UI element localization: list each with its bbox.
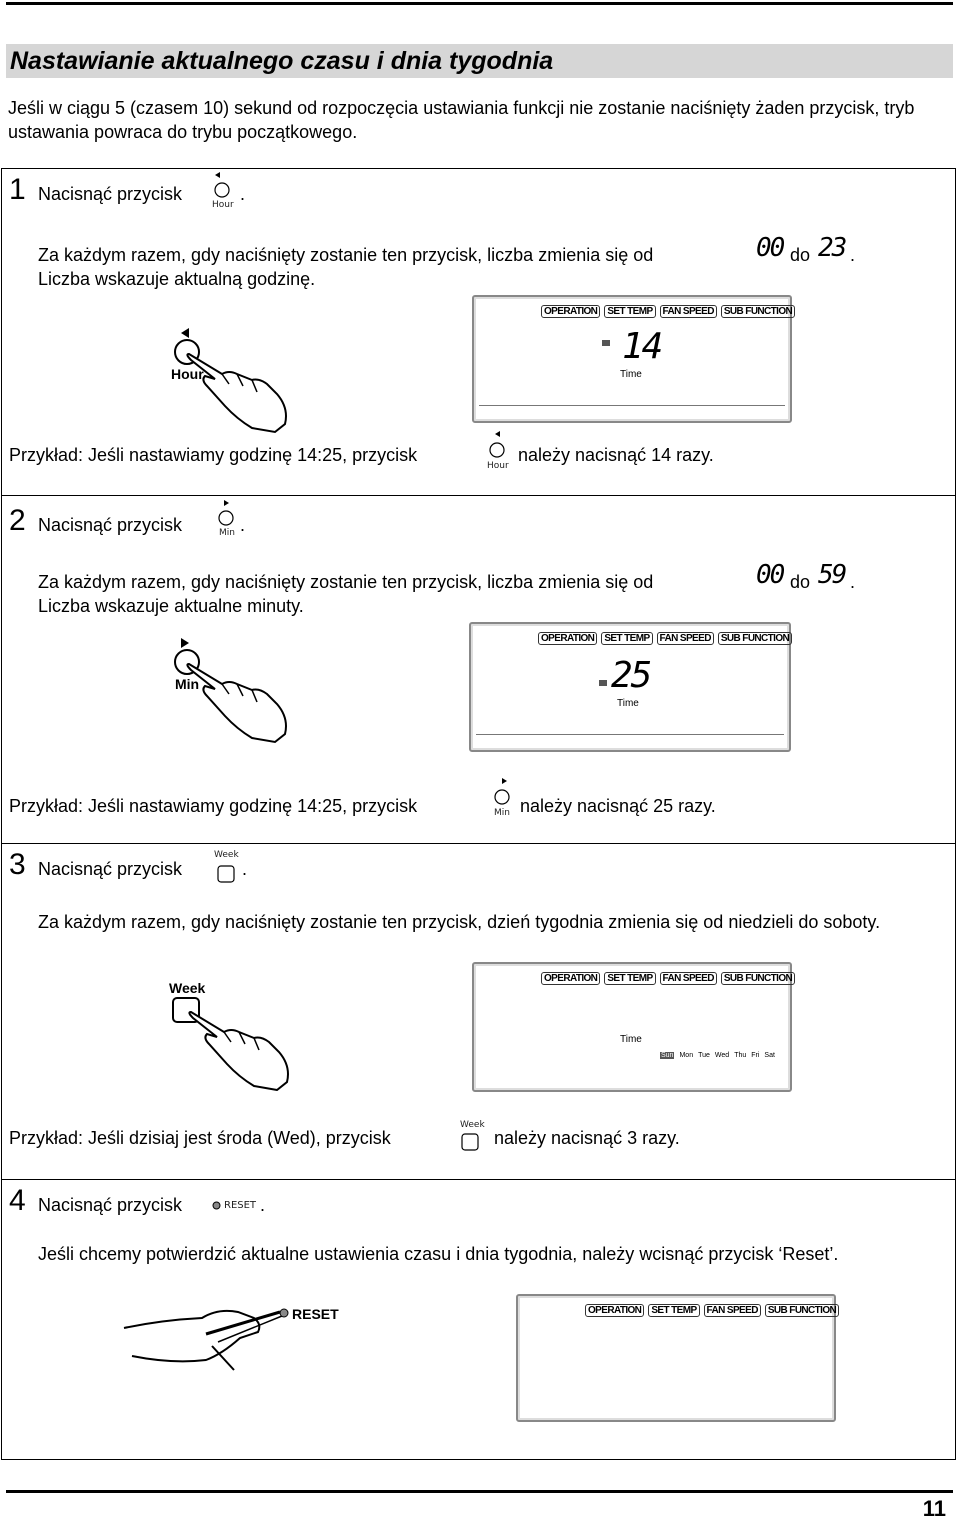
min-button-icon bbox=[490, 776, 518, 820]
hour-illustration-label: Hour bbox=[171, 366, 204, 382]
seg-digits-to: 23 bbox=[818, 233, 846, 263]
step-description: Za każdym razem, gdy naciśnięty zostanie ten przycisk, liczba zmienia się od bbox=[38, 245, 654, 265]
time-indicator-icon bbox=[602, 340, 610, 346]
step-description: Jeśli chcemy potwierdzić aktualne ustawienia czasu i dnia tygodnia, należy wcisnąć przycisk ‘Reset’. bbox=[38, 1244, 839, 1264]
week-label: Week bbox=[460, 1120, 485, 1130]
panel-label: SUB FUNCTION bbox=[718, 632, 792, 645]
time-label: Time bbox=[620, 1034, 642, 1045]
week-button-icon bbox=[212, 850, 242, 886]
min-label: Min bbox=[219, 528, 235, 538]
weekday-tue: Tue bbox=[698, 1052, 710, 1059]
panel-label: OPERATION bbox=[585, 1304, 644, 1317]
step-number: 3 bbox=[9, 848, 26, 881]
title-bar bbox=[6, 44, 953, 78]
week-label: Week bbox=[214, 850, 239, 860]
to-word: do bbox=[790, 245, 811, 265]
panel-label: SET TEMP bbox=[604, 305, 655, 318]
panel-label: SUB FUNCTION bbox=[721, 972, 795, 985]
time-display-value: 14 bbox=[622, 326, 662, 367]
example-text-end: należy nacisnąć 3 razy. bbox=[494, 1128, 680, 1148]
weekday-sun: Sun bbox=[661, 1052, 674, 1059]
press-label: Nacisnąć przycisk bbox=[38, 859, 183, 879]
hand-pressing-min-illustration bbox=[167, 634, 302, 744]
intro-paragraph: Jeśli w ciągu 5 (czasem 10) sekund od rozpoczęcia ustawiania funkcji nie zostanie naciśnięty żaden przycisk, tryb ustawania powraca do trybu początkowego. bbox=[8, 98, 915, 142]
hand-with-pen-illustration bbox=[122, 1298, 352, 1378]
step-2-box bbox=[1, 495, 956, 843]
min-illustration-label: Min bbox=[175, 676, 200, 692]
bottom-rule bbox=[6, 1490, 953, 1493]
panel-label: FAN SPEED bbox=[704, 1304, 761, 1317]
page-number: 11 bbox=[922, 1496, 946, 1521]
step-4-box bbox=[1, 1179, 956, 1460]
hand-pressing-week-illustration bbox=[167, 976, 302, 1091]
panel-label: FAN SPEED bbox=[660, 305, 717, 318]
seg-digits-from: 00 bbox=[756, 560, 784, 590]
weekday-fri: Fri bbox=[751, 1052, 760, 1059]
period: . bbox=[850, 245, 856, 265]
weekday-thu: Thu bbox=[734, 1052, 747, 1059]
weekday-sat: Sat bbox=[764, 1052, 775, 1059]
weekday-wed: Wed bbox=[714, 1052, 730, 1059]
display-panel bbox=[472, 295, 792, 423]
panel-label: SUB FUNCTION bbox=[765, 1304, 839, 1317]
example-text: Przykład: Jeśli dzisiaj jest środa (Wed), przycisk bbox=[9, 1128, 391, 1148]
example-text-end: należy nacisnąć 25 razy. bbox=[520, 796, 716, 816]
step-1-box bbox=[1, 168, 956, 495]
step-number: 2 bbox=[9, 504, 26, 537]
press-label: Nacisnąć przycisk bbox=[38, 515, 183, 535]
display-panel bbox=[516, 1294, 836, 1422]
step-3-box bbox=[1, 843, 956, 1179]
min-button-icon bbox=[214, 498, 242, 540]
panel-label: SET TEMP bbox=[604, 972, 655, 985]
step-number: 1 bbox=[9, 173, 26, 206]
time-label: Time bbox=[617, 698, 639, 709]
period: . bbox=[240, 515, 246, 535]
panel-label: FAN SPEED bbox=[660, 972, 717, 985]
panel-label: SUB FUNCTION bbox=[721, 305, 795, 318]
seg-digits-to: 59 bbox=[818, 560, 846, 590]
reset-illustration-label: RESET bbox=[292, 1306, 339, 1322]
top-rule bbox=[6, 2, 953, 5]
panel-label: OPERATION bbox=[541, 972, 600, 985]
step-description: Za każdym razem, gdy naciśnięty zostanie ten przycisk, dzień tygodnia zmienia się od niedzieli do soboty. bbox=[38, 912, 881, 932]
period: . bbox=[240, 184, 246, 204]
reset-button-icon bbox=[212, 1198, 264, 1212]
to-word: do bbox=[790, 572, 811, 592]
step-number: 4 bbox=[9, 1184, 26, 1217]
panel-label: OPERATION bbox=[538, 632, 597, 645]
panel-label: FAN SPEED bbox=[657, 632, 714, 645]
press-label: Nacisnąć przycisk bbox=[38, 184, 183, 204]
hour-button-icon bbox=[486, 429, 514, 473]
panel-label: OPERATION bbox=[541, 305, 600, 318]
example-text: Przykład: Jeśli nastawiamy godzinę 14:25, przycisk bbox=[9, 445, 418, 465]
period: . bbox=[260, 1195, 266, 1215]
weekday-mon: Mon bbox=[679, 1052, 694, 1059]
panel-label: SET TEMP bbox=[601, 632, 652, 645]
period: . bbox=[850, 572, 856, 592]
step-description-2: Liczba wskazuje aktualne minuty. bbox=[38, 596, 304, 616]
step-description-2: Liczba wskazuje aktualną godzinę. bbox=[38, 269, 316, 289]
time-indicator-icon bbox=[599, 680, 607, 686]
reset-label: RESET bbox=[224, 1199, 257, 1211]
week-illustration-label: Week bbox=[169, 980, 206, 996]
time-label: Time bbox=[620, 369, 642, 380]
step-description: Za każdym razem, gdy naciśnięty zostanie ten przycisk, liczba zmienia się od bbox=[38, 572, 654, 592]
time-display-value: 25 bbox=[611, 655, 651, 696]
display-panel bbox=[469, 622, 791, 752]
period: . bbox=[242, 859, 248, 879]
example-text: Przykład: Jeśli nastawiamy godzinę 14:25, przycisk bbox=[9, 796, 418, 816]
example-text-end: należy nacisnąć 14 razy. bbox=[518, 445, 714, 465]
hour-label: Hour bbox=[487, 461, 509, 471]
hour-button-icon bbox=[210, 170, 238, 212]
press-label: Nacisnąć przycisk bbox=[38, 1195, 183, 1215]
week-button-icon bbox=[458, 1120, 488, 1156]
seg-digits-from: 00 bbox=[756, 233, 784, 263]
hand-pressing-hour-illustration bbox=[167, 324, 302, 434]
page-title: Nastawianie aktualnego czasu i dnia tygodnia bbox=[10, 47, 554, 75]
weekday-row bbox=[660, 1052, 775, 1059]
panel-label: SET TEMP bbox=[648, 1304, 699, 1317]
hour-label: Hour bbox=[212, 200, 234, 210]
display-panel bbox=[472, 962, 792, 1092]
min-label: Min bbox=[494, 808, 510, 818]
